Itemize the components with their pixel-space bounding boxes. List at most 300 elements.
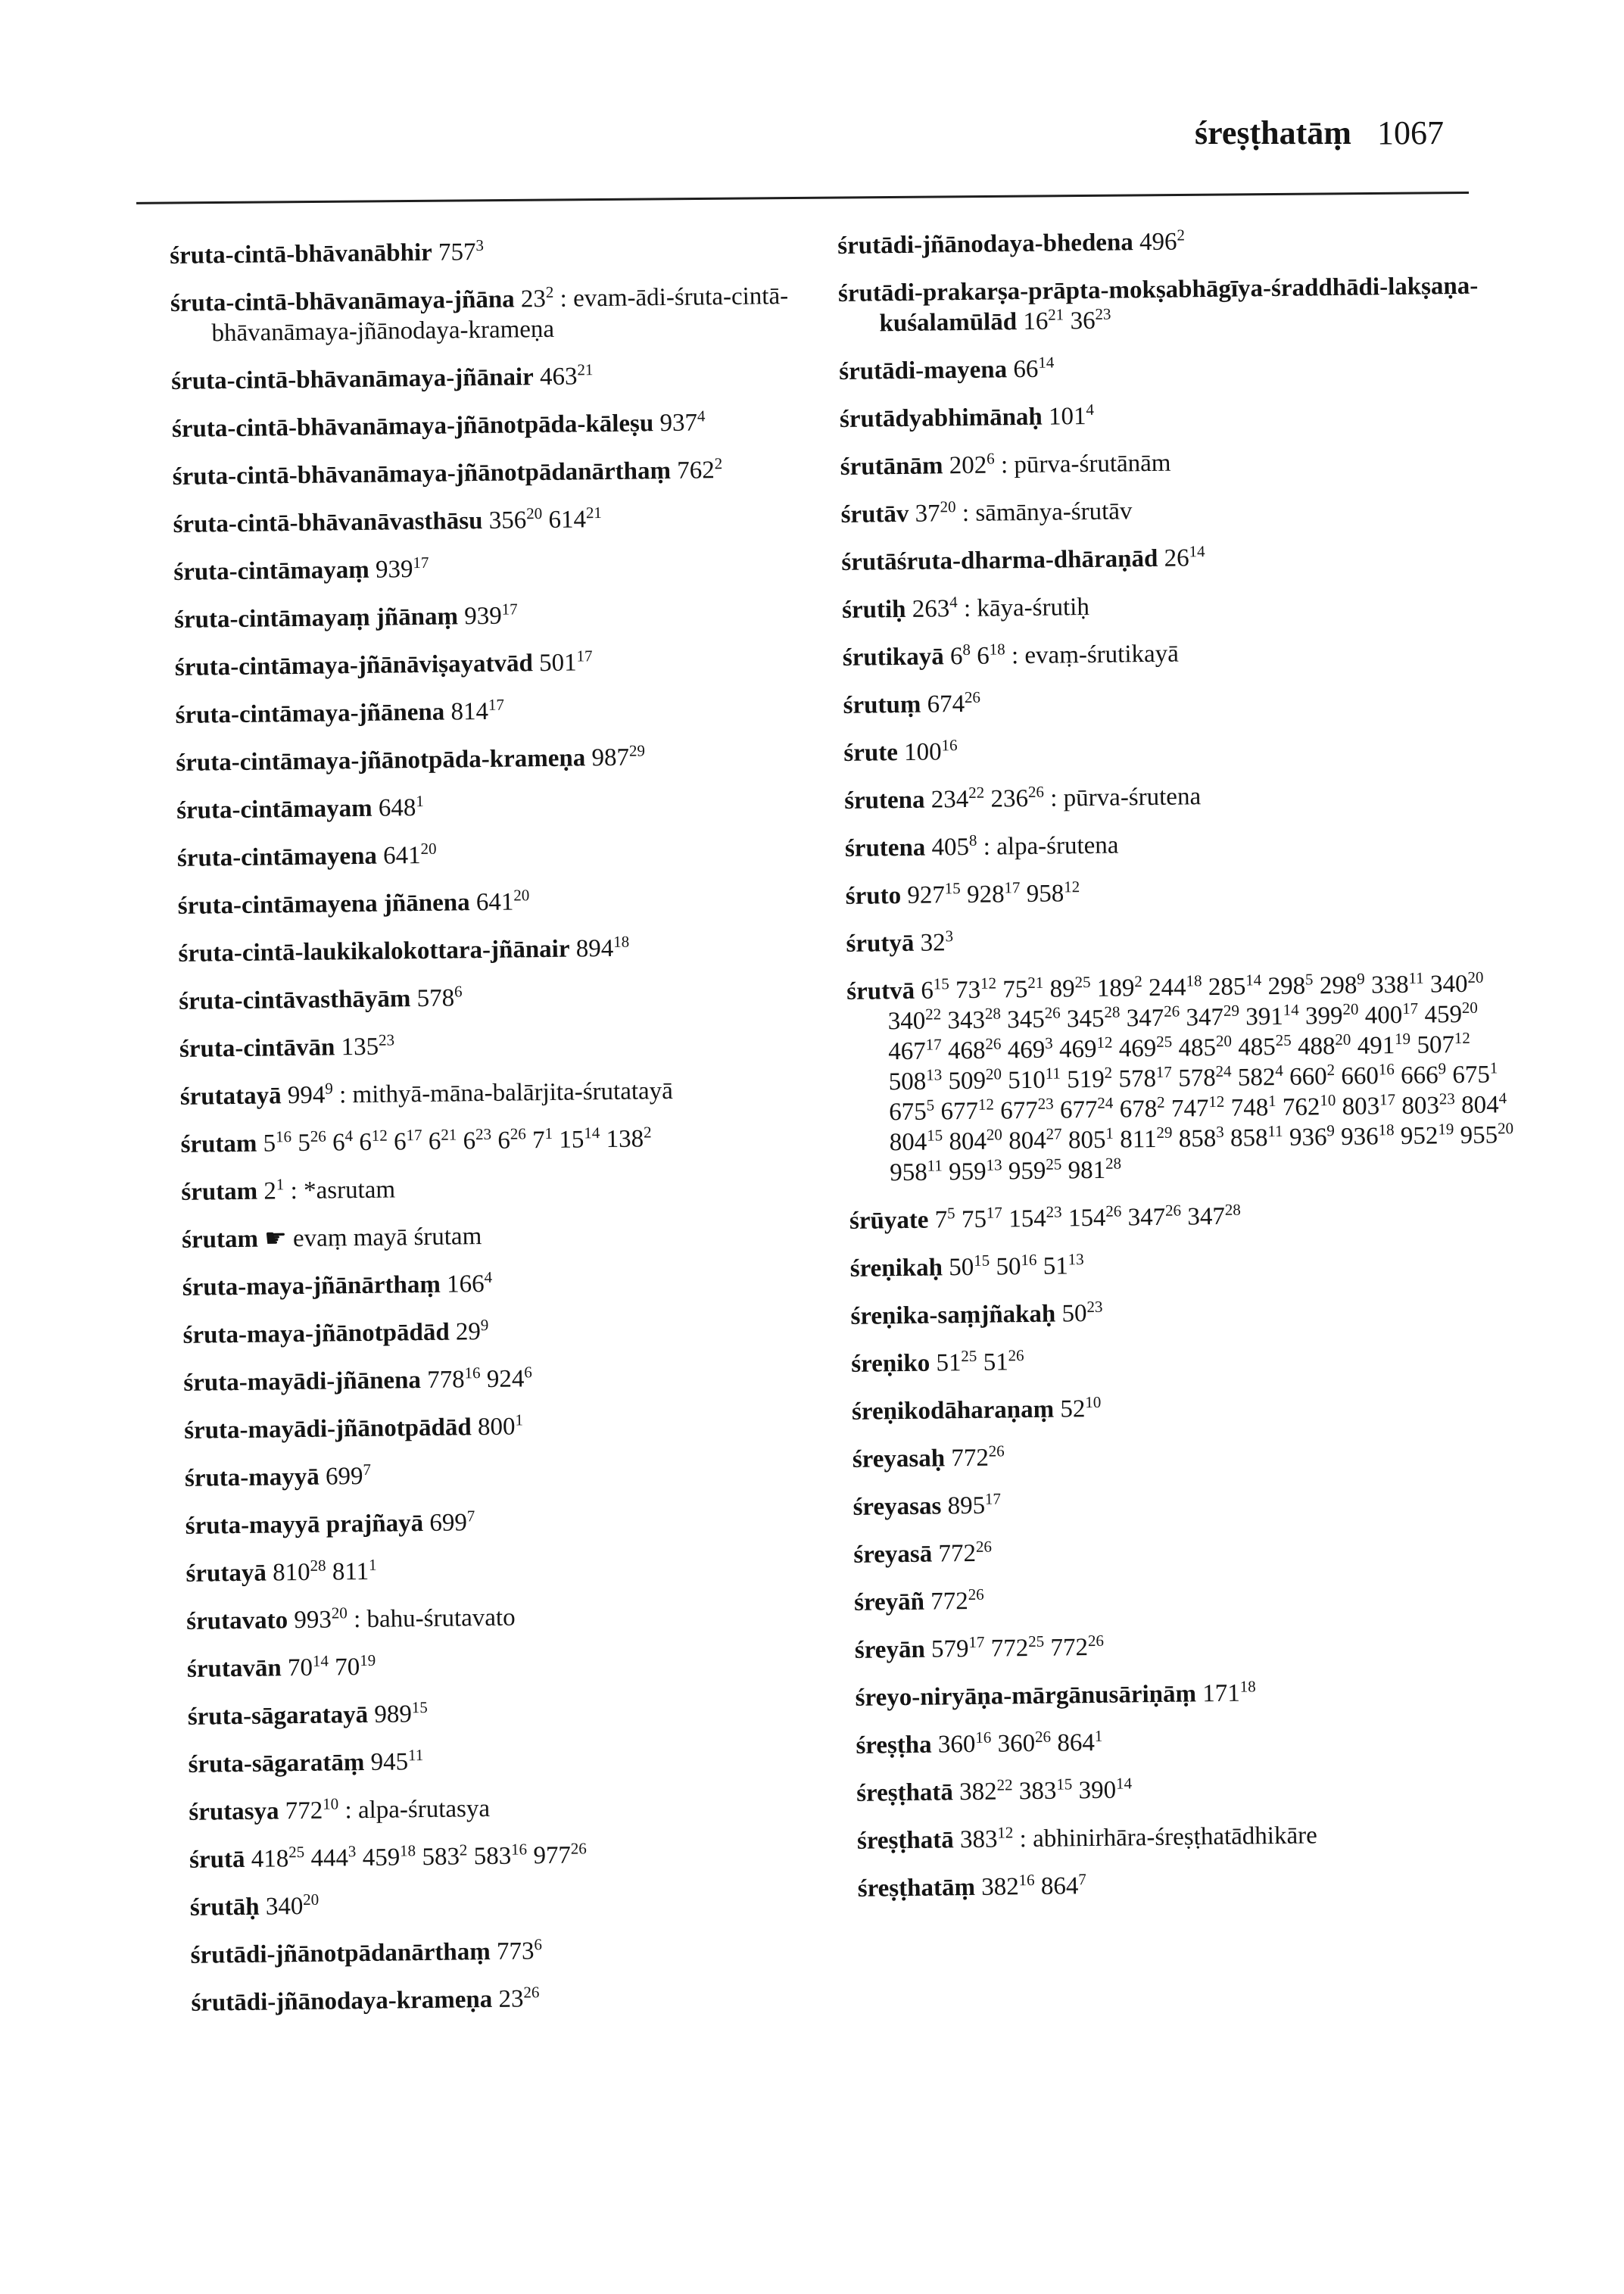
line-number: 26 bbox=[964, 687, 981, 706]
page-reference: $699^7$ bbox=[325, 1460, 372, 1491]
index-entry bbox=[843, 730, 1510, 768]
line-number: 9 bbox=[1326, 1121, 1335, 1140]
line-number: 18 bbox=[1378, 1121, 1395, 1139]
index-entry bbox=[182, 1217, 803, 1255]
page-reference: $360^{16}$ bbox=[937, 1728, 992, 1759]
page-reference: $100^{16}$ bbox=[903, 736, 958, 766]
line-number: 16 bbox=[975, 1728, 992, 1747]
entry-headword: śruta-mayādi-jñānena bbox=[183, 1367, 422, 1397]
page-reference: $648^1$ bbox=[378, 791, 424, 822]
line-number: 8 bbox=[968, 831, 977, 849]
entry-headword: śruta-cintāmayena bbox=[176, 842, 378, 872]
line-number: 26 bbox=[1027, 782, 1045, 801]
line-number: 4 bbox=[1086, 400, 1095, 419]
index-entry bbox=[189, 1790, 809, 1828]
page-reference: $7^5$ bbox=[934, 1204, 955, 1234]
line-number: 25 bbox=[1028, 1632, 1045, 1651]
page-reference: $959^{13}$ bbox=[948, 1155, 1002, 1186]
line-number: 12 bbox=[1096, 1033, 1113, 1052]
page-reference: $166^4$ bbox=[446, 1267, 493, 1298]
entry-headword: śrutayā bbox=[185, 1559, 267, 1588]
entry-headword: śruta-mayyā bbox=[184, 1463, 320, 1492]
line-number: 12 bbox=[1064, 877, 1080, 896]
cross-reference: : evam-ādi-śruta-cintā-bhāvanāmaya-jñānodaya-krameṇa bbox=[211, 282, 789, 348]
line-number: 21 bbox=[1027, 973, 1044, 993]
line-number: 14 bbox=[1283, 1000, 1299, 1019]
line-number: 28 bbox=[1224, 1200, 1241, 1219]
entry-headword: śruto bbox=[845, 882, 902, 910]
line-number: 9 bbox=[480, 1315, 489, 1335]
line-number: 19 bbox=[359, 1650, 376, 1670]
index-entry bbox=[177, 884, 798, 921]
entry-headword: śrutādyabhimānaḥ bbox=[839, 403, 1043, 433]
index-entry bbox=[854, 1579, 1520, 1618]
line-number: 26 bbox=[1008, 1346, 1024, 1365]
line-number: 9 bbox=[1438, 1059, 1447, 1078]
line-number: 12 bbox=[980, 974, 997, 993]
index-entry bbox=[175, 693, 796, 731]
page-reference: $75^{17}$ bbox=[961, 1203, 1002, 1234]
line-number: 20 bbox=[986, 1125, 1002, 1144]
page-reference: $263^4$ bbox=[912, 593, 958, 623]
index-entry bbox=[845, 825, 1511, 864]
index-entry bbox=[846, 921, 1512, 959]
page-reference: $399^{20}$ bbox=[1304, 999, 1359, 1030]
page-reference: $509^{20}$ bbox=[948, 1064, 1002, 1096]
line-number: 7 bbox=[466, 1507, 475, 1526]
running-headword: śreṣṭhatāṃ bbox=[1195, 114, 1351, 151]
entry-headword: śreyo-niryāṇa-mārgānusāriṇāṃ bbox=[855, 1680, 1197, 1712]
entry-headword: śruta-cintā-bhāvanāmaya-jñānotpādanārthaṃ bbox=[172, 457, 672, 491]
page-reference: $762^2$ bbox=[677, 454, 723, 485]
page-reference: $762^{10}$ bbox=[1282, 1091, 1336, 1121]
page-reference: $757^3$ bbox=[438, 235, 485, 266]
page-reference: $945^{11}$ bbox=[370, 1746, 424, 1776]
line-number: 26 bbox=[988, 1442, 1005, 1460]
page-reference: $858^3$ bbox=[1178, 1122, 1224, 1153]
page-reference: $805^1$ bbox=[1068, 1124, 1114, 1155]
entry-headword: śrutasya bbox=[189, 1797, 279, 1826]
page-reference: $51^{13}$ bbox=[1043, 1250, 1084, 1280]
page-reference: $778^{16}$ bbox=[426, 1364, 481, 1394]
page-reference: $383^{15}$ bbox=[1018, 1775, 1073, 1806]
entry-headword: śreṣṭha bbox=[856, 1731, 932, 1759]
page-reference: $674^{26}$ bbox=[927, 687, 981, 718]
line-number: 23 bbox=[1439, 1089, 1455, 1108]
entry-headword: śrutānām bbox=[840, 452, 943, 481]
entry-headword: śreṣṭhatā bbox=[856, 1826, 954, 1855]
index-entry bbox=[179, 1027, 800, 1064]
line-number: 26 bbox=[985, 1034, 1002, 1053]
line-number: 20 bbox=[525, 504, 543, 523]
page-reference: $52^{10}$ bbox=[1060, 1392, 1102, 1423]
index-entry bbox=[852, 1389, 1518, 1427]
page-reference: $36^{23}$ bbox=[1070, 304, 1111, 335]
page-reference: $772^{25}$ bbox=[990, 1632, 1045, 1663]
line-number: 15 bbox=[926, 1126, 943, 1145]
page-reference: $6^{23}$ bbox=[463, 1124, 492, 1155]
index-entry bbox=[846, 968, 1515, 1189]
index-entry bbox=[853, 1532, 1520, 1570]
page-reference: $202^6$ bbox=[949, 449, 995, 480]
entry-headword: śruta-cintā-bhāvanāmaya-jñānair bbox=[171, 363, 534, 395]
page-reference: $469^{12}$ bbox=[1058, 1033, 1113, 1064]
line-number: 10 bbox=[1320, 1091, 1336, 1110]
line-number: 6 bbox=[986, 449, 995, 468]
page-reference: $6^{26}$ bbox=[497, 1124, 526, 1155]
line-number: 16 bbox=[275, 1127, 292, 1146]
line-number: 11 bbox=[1267, 1121, 1283, 1141]
line-number: 26 bbox=[1163, 1002, 1180, 1021]
page-reference: $5^{26}$ bbox=[298, 1127, 326, 1158]
line-number: 15 bbox=[411, 1697, 428, 1717]
page-reference: $582^4$ bbox=[1237, 1061, 1283, 1092]
page-reference: $939^{17}$ bbox=[464, 600, 518, 631]
index-entry bbox=[842, 587, 1508, 625]
page-reference: $347^{26}$ bbox=[1127, 1201, 1182, 1232]
line-number: 24 bbox=[1215, 1061, 1232, 1080]
line-number: 28 bbox=[984, 1004, 1002, 1023]
entry-headword: śrutādi-jñānodaya-krameṇa bbox=[191, 1985, 493, 2017]
index-entry bbox=[174, 597, 795, 635]
entry-headword: śrutavato bbox=[186, 1607, 288, 1635]
line-number: 3 bbox=[475, 235, 485, 255]
entry-headword: śruta-cintā-bhāvanāmaya-jñāna bbox=[170, 285, 515, 317]
line-number: 1 bbox=[1105, 1124, 1114, 1142]
line-number: 17 bbox=[1379, 1090, 1396, 1109]
line-number: 29 bbox=[628, 741, 645, 760]
page-reference: $814^{17}$ bbox=[450, 695, 505, 726]
line-number: 4 bbox=[484, 1267, 493, 1287]
page-reference: $977^{26}$ bbox=[533, 1839, 587, 1870]
page-reference: $614^{21}$ bbox=[548, 503, 602, 534]
line-number: 20 bbox=[1342, 999, 1359, 1018]
line-number: 11 bbox=[407, 1746, 424, 1765]
index-entry bbox=[182, 1313, 803, 1351]
page-reference: $958^{11}$ bbox=[889, 1156, 943, 1187]
page-reference: $811^{29}$ bbox=[1119, 1123, 1173, 1154]
entry-headword: śrutyā bbox=[846, 929, 915, 958]
index-entry bbox=[839, 348, 1505, 387]
index-entry bbox=[840, 396, 1506, 435]
page-reference: $804^4$ bbox=[1460, 1089, 1507, 1120]
line-number: 12 bbox=[997, 1823, 1014, 1842]
line-number: 15 bbox=[944, 879, 961, 898]
line-number: 13 bbox=[925, 1065, 943, 1084]
line-number: 26 bbox=[975, 1537, 993, 1556]
entry-headword: śruta-cintā-bhāvanābhir bbox=[170, 238, 433, 270]
line-number: 24 bbox=[1097, 1093, 1114, 1112]
page-reference: $772^{26}$ bbox=[938, 1537, 993, 1568]
page-reference: $340^{20}$ bbox=[265, 1890, 320, 1921]
index-entry bbox=[849, 1198, 1516, 1236]
page-reference: $50^{16}$ bbox=[996, 1250, 1037, 1281]
entry-headword: śruta-sāgaratāṃ bbox=[188, 1749, 365, 1778]
page-reference: $928^{17}$ bbox=[966, 878, 1021, 909]
line-number: 25 bbox=[1046, 1155, 1062, 1173]
index-entry bbox=[837, 223, 1504, 261]
index-entry bbox=[858, 1865, 1524, 1904]
line-number: 22 bbox=[968, 783, 985, 802]
index-entry bbox=[170, 233, 790, 271]
page-reference: $236^{26}$ bbox=[990, 782, 1045, 813]
entry-headword: śrutādi-mayena bbox=[839, 356, 1008, 385]
page-reference: $677^{24}$ bbox=[1059, 1093, 1114, 1124]
index-entry bbox=[175, 645, 796, 683]
line-number: 21 bbox=[585, 503, 602, 522]
page-reference: $6^{17}$ bbox=[393, 1126, 422, 1156]
page-reference: $51^{25}$ bbox=[936, 1346, 977, 1377]
index-entry bbox=[856, 1722, 1522, 1761]
index-entry bbox=[180, 1074, 801, 1112]
cross-reference: : sāmānya-śrutāv bbox=[962, 497, 1133, 528]
line-number: 28 bbox=[1104, 1002, 1121, 1021]
page-reference: $6^{15}$ bbox=[921, 974, 949, 1005]
page-reference: $677^{23}$ bbox=[999, 1094, 1054, 1125]
cross-reference: : alpa-śrutena bbox=[983, 831, 1119, 861]
index-entry bbox=[838, 270, 1505, 339]
page-reference: $811^1$ bbox=[332, 1555, 377, 1586]
line-number: 3 bbox=[945, 927, 954, 946]
running-header bbox=[1195, 111, 1460, 156]
page-reference: $244^{18}$ bbox=[1148, 971, 1202, 1002]
line-number: 2 bbox=[1156, 1092, 1165, 1111]
page-reference: $29^9$ bbox=[455, 1315, 489, 1346]
line-number: 20 bbox=[1461, 998, 1478, 1017]
line-number: 25 bbox=[961, 1346, 977, 1366]
page-reference: $463^{21}$ bbox=[539, 360, 594, 391]
entry-headword: śruta-cintāmaya-jñānāviṣayatvād bbox=[174, 650, 534, 681]
page-reference: $772^{10}$ bbox=[285, 1794, 339, 1825]
page-reference: $800^1$ bbox=[477, 1410, 524, 1442]
entry-headword: śreyāñ bbox=[853, 1588, 925, 1616]
line-number: 17 bbox=[925, 1035, 942, 1054]
index-entry bbox=[191, 1981, 812, 2018]
index-entry bbox=[855, 1627, 1521, 1666]
entry-headword: śruta-cintāmayaṃ jñānaṃ bbox=[173, 603, 459, 634]
line-number: 19 bbox=[1438, 1120, 1454, 1139]
line-number: 2 bbox=[1326, 1061, 1336, 1080]
index-entry bbox=[182, 1265, 803, 1303]
entry-headword: śreyasas bbox=[853, 1492, 942, 1521]
line-number: 3 bbox=[1044, 1033, 1053, 1052]
line-number: 16 bbox=[1018, 1870, 1035, 1890]
page-reference: $73^{12}$ bbox=[955, 974, 997, 1005]
cross-reference: : *asrutam bbox=[290, 1176, 396, 1205]
page-reference: $400^{17}$ bbox=[1364, 999, 1419, 1030]
line-number: 17 bbox=[968, 1632, 985, 1652]
line-number: 27 bbox=[1046, 1124, 1062, 1143]
line-number: 11 bbox=[927, 1156, 943, 1175]
line-number: 25 bbox=[288, 1842, 305, 1862]
page-number: 1067 bbox=[1376, 114, 1444, 151]
page-reference: $508^{13}$ bbox=[888, 1065, 943, 1096]
line-number: 15 bbox=[1056, 1775, 1073, 1794]
line-number: 23 bbox=[378, 1030, 395, 1049]
page-reference: $418^{25}$ bbox=[251, 1842, 305, 1873]
page-reference: $773^6$ bbox=[496, 1935, 543, 1965]
index-entry bbox=[181, 1170, 802, 1208]
page-reference: $937^4$ bbox=[659, 407, 706, 438]
line-number: 3 bbox=[348, 1842, 357, 1861]
header-rule bbox=[136, 192, 1469, 204]
line-number: 20 bbox=[420, 839, 437, 859]
entry-headword: śrute bbox=[843, 739, 899, 767]
line-number: 12 bbox=[977, 1095, 995, 1114]
index-entry bbox=[188, 1742, 809, 1780]
page-reference: $803^{17}$ bbox=[1342, 1090, 1396, 1121]
line-number: 26 bbox=[310, 1127, 326, 1145]
page-reference: $485^{25}$ bbox=[1237, 1030, 1292, 1061]
entry-headword: śruta-cintāmaya-jñānotpāda-krameṇa bbox=[176, 744, 586, 777]
page-reference: $382^{16}$ bbox=[980, 1870, 1035, 1901]
page-reference: $675^1$ bbox=[1452, 1058, 1498, 1089]
line-number: 26 bbox=[510, 1124, 526, 1143]
index-entry bbox=[844, 778, 1510, 816]
line-number: 20 bbox=[985, 1064, 1002, 1083]
entry-headword: śruta-cintā-bhāvanāmaya-jñānotpāda-kāleṣu bbox=[171, 410, 654, 443]
line-number: 17 bbox=[1401, 999, 1419, 1018]
line-number: 20 bbox=[303, 1890, 320, 1909]
index-entry bbox=[177, 836, 798, 874]
line-number: 14 bbox=[1245, 971, 1262, 990]
entry-headword: śreṇiko bbox=[851, 1349, 930, 1378]
index-entry bbox=[853, 1484, 1519, 1523]
page-reference: $6^{12}$ bbox=[359, 1126, 388, 1157]
line-number: 2 bbox=[1177, 226, 1186, 245]
line-number: 17 bbox=[1155, 1062, 1172, 1081]
page-reference: $345^{26}$ bbox=[1007, 1003, 1061, 1034]
line-number: 1 bbox=[276, 1175, 285, 1194]
page-reference: $507^{12}$ bbox=[1417, 1028, 1470, 1059]
page-reference: $519^2$ bbox=[1066, 1063, 1113, 1094]
page-reference: $444^3$ bbox=[310, 1842, 357, 1872]
entry-headword: śrutavān bbox=[186, 1654, 282, 1683]
line-number: 2 bbox=[1134, 972, 1142, 991]
line-number: 4 bbox=[1498, 1089, 1507, 1108]
cross-reference: : abhinirhāra-śreṣṭhatādhikāre bbox=[1019, 1822, 1317, 1853]
line-number: 21 bbox=[441, 1125, 457, 1144]
line-number: 4 bbox=[949, 593, 958, 612]
line-number: 14 bbox=[1189, 542, 1205, 561]
page-reference: $66^{14}$ bbox=[1013, 353, 1055, 384]
line-number: 11 bbox=[1045, 1064, 1061, 1083]
page-reference: $5^{16}$ bbox=[263, 1127, 292, 1158]
line-number: 25 bbox=[1155, 1032, 1173, 1051]
line-number: 1 bbox=[1489, 1058, 1498, 1077]
line-number: 12 bbox=[371, 1126, 388, 1145]
line-number: 12 bbox=[1208, 1092, 1225, 1111]
index-entry bbox=[841, 539, 1507, 578]
page-reference: $345^{28}$ bbox=[1066, 1002, 1121, 1033]
page-reference: $360^{26}$ bbox=[997, 1727, 1052, 1758]
index-entry bbox=[179, 979, 800, 1017]
index-entry bbox=[850, 1293, 1516, 1332]
page-reference: $6^{21}$ bbox=[428, 1125, 457, 1155]
page-reference: $2^1$ bbox=[263, 1175, 285, 1205]
page-reference: $677^{12}$ bbox=[940, 1095, 995, 1126]
page-reference: $26^{14}$ bbox=[1164, 542, 1205, 572]
line-number: 8 bbox=[962, 640, 971, 659]
page-reference: $772^{26}$ bbox=[930, 1585, 984, 1616]
page-reference: $338^{11}$ bbox=[1370, 968, 1424, 999]
page-reference: $6^{18}$ bbox=[977, 640, 1005, 670]
page-reference: $347^{29}$ bbox=[1186, 1001, 1240, 1032]
page-reference: $989^{15}$ bbox=[374, 1697, 428, 1728]
line-number: 25 bbox=[1275, 1030, 1292, 1050]
line-number: 26 bbox=[1105, 1202, 1122, 1220]
entry-headword: śruta-cintā-laukikalokottara-jñānair bbox=[178, 935, 570, 968]
line-number: 26 bbox=[968, 1585, 984, 1604]
index-entry bbox=[183, 1361, 804, 1398]
page-reference: $101^4$ bbox=[1048, 400, 1095, 431]
line-number: 21 bbox=[577, 360, 594, 379]
line-number: 1 bbox=[1267, 1092, 1276, 1111]
page-reference: $987^{29}$ bbox=[591, 741, 645, 772]
entry-headword: śrutāḥ bbox=[189, 1893, 260, 1922]
entry-headword: śrutikayā bbox=[842, 643, 944, 672]
page-reference: $747^{12}$ bbox=[1170, 1092, 1225, 1123]
cross-reference: : mithyā-māna-balārjita-śrutatayā bbox=[338, 1077, 674, 1109]
index-entry bbox=[180, 1122, 801, 1160]
page-reference: $772^{26}$ bbox=[1050, 1631, 1105, 1662]
entry-headword: śruta-mayādi-jñānotpādād bbox=[183, 1413, 472, 1445]
entry-headword: śrutam bbox=[181, 1225, 259, 1254]
page-reference: $772^{26}$ bbox=[951, 1442, 1005, 1473]
page-reference: $383^{12}$ bbox=[959, 1823, 1014, 1854]
page-reference: $7^1$ bbox=[531, 1124, 553, 1155]
index-entry bbox=[850, 1245, 1516, 1284]
entry-headword: śruta-cintāmayam bbox=[176, 794, 372, 824]
page-reference: $936^9$ bbox=[1289, 1121, 1335, 1152]
line-number: 17 bbox=[986, 1203, 1002, 1222]
line-number: 21 bbox=[1048, 305, 1064, 324]
line-number: 18 bbox=[1239, 1677, 1256, 1696]
line-number: 14 bbox=[312, 1651, 329, 1670]
page-reference: $894^{18}$ bbox=[575, 932, 630, 963]
index-entry bbox=[185, 1551, 806, 1589]
page-reference: $469^3$ bbox=[1007, 1033, 1053, 1064]
index-entry bbox=[173, 550, 794, 588]
line-number: 26 bbox=[1164, 1201, 1182, 1220]
left-column bbox=[170, 233, 812, 2036]
page-reference: $154^{23}$ bbox=[1008, 1202, 1062, 1233]
page-reference: $467^{17}$ bbox=[888, 1035, 942, 1066]
index-entry bbox=[170, 281, 792, 349]
line-number: 26 bbox=[1034, 1727, 1052, 1746]
line-number: 2 bbox=[714, 454, 723, 473]
line-number: 2 bbox=[643, 1123, 652, 1142]
page-reference: $298^9$ bbox=[1319, 969, 1365, 1000]
page-reference: $468^{26}$ bbox=[947, 1034, 1002, 1065]
line-number: 15 bbox=[974, 1251, 990, 1270]
entry-headword: śrutatayā bbox=[179, 1082, 282, 1111]
index-entry bbox=[843, 634, 1509, 673]
line-number: 7 bbox=[363, 1460, 372, 1479]
page-reference: $70^{19}$ bbox=[335, 1650, 376, 1682]
line-number: 20 bbox=[513, 886, 530, 905]
line-number: 20 bbox=[1215, 1031, 1233, 1050]
index-entry bbox=[173, 502, 793, 540]
line-number: 17 bbox=[413, 553, 429, 572]
page-reference: $660^{16}$ bbox=[1341, 1060, 1395, 1090]
index-entry bbox=[185, 1504, 806, 1541]
page-reference: $70^{14}$ bbox=[287, 1651, 329, 1682]
line-number: 20 bbox=[1467, 968, 1484, 986]
entry-headword: śrutam bbox=[181, 1177, 258, 1206]
page-reference: $641^{20}$ bbox=[475, 886, 530, 917]
entry-headword: śrutādi-prakarṣa-prāpta-mokṣabhāgīya-śraddhādi-lakṣaṇa-kuśalamūlād bbox=[837, 272, 1479, 338]
